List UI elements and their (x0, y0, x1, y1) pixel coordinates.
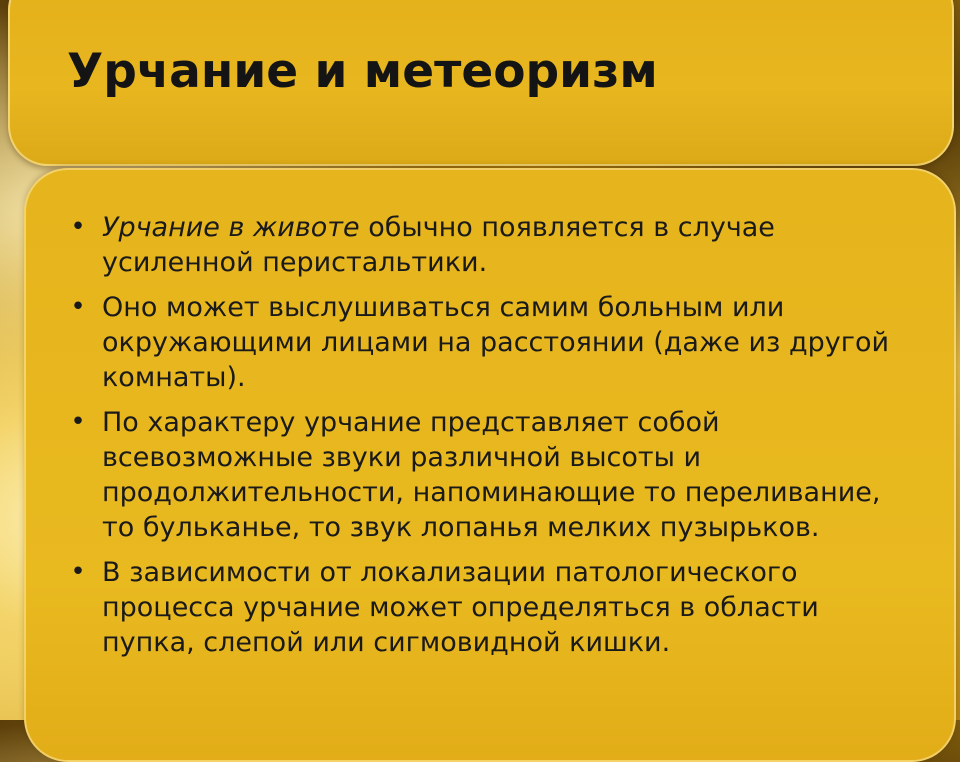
bullet-text: В зависимости от локализации патологического процесса урчание может определяться в области пупка, слепой или сигмовидной кишки. (102, 557, 819, 658)
bullet-item (68, 405, 918, 545)
bullet-point-icon: • (70, 407, 86, 437)
bullet-emphasis: Урчание в животе (102, 212, 360, 243)
bullet-item (68, 290, 918, 395)
bullet-point-icon: • (70, 557, 86, 587)
bullet-point-icon: • (70, 212, 86, 242)
bullet-text: обычно появляется в случае усиленной перистальтики. (102, 212, 775, 278)
bullet-text: По характеру урчание представляет собой всевозможные звуки различной высоты и продолжительности, напоминающие то переливание, то бульканье, то звук лопанья мелких пузырьков. (102, 407, 881, 543)
slide-title: Урчание и метеоризм (67, 44, 658, 99)
bullet-point-icon: • (70, 292, 86, 322)
bullet-item (68, 210, 918, 280)
bullet-item (68, 555, 918, 660)
bullet-text: Оно может выслушиваться самим больным или окружающими лицами на расстоянии (даже из другой комнаты). (102, 292, 890, 393)
bullet-list (68, 210, 918, 670)
